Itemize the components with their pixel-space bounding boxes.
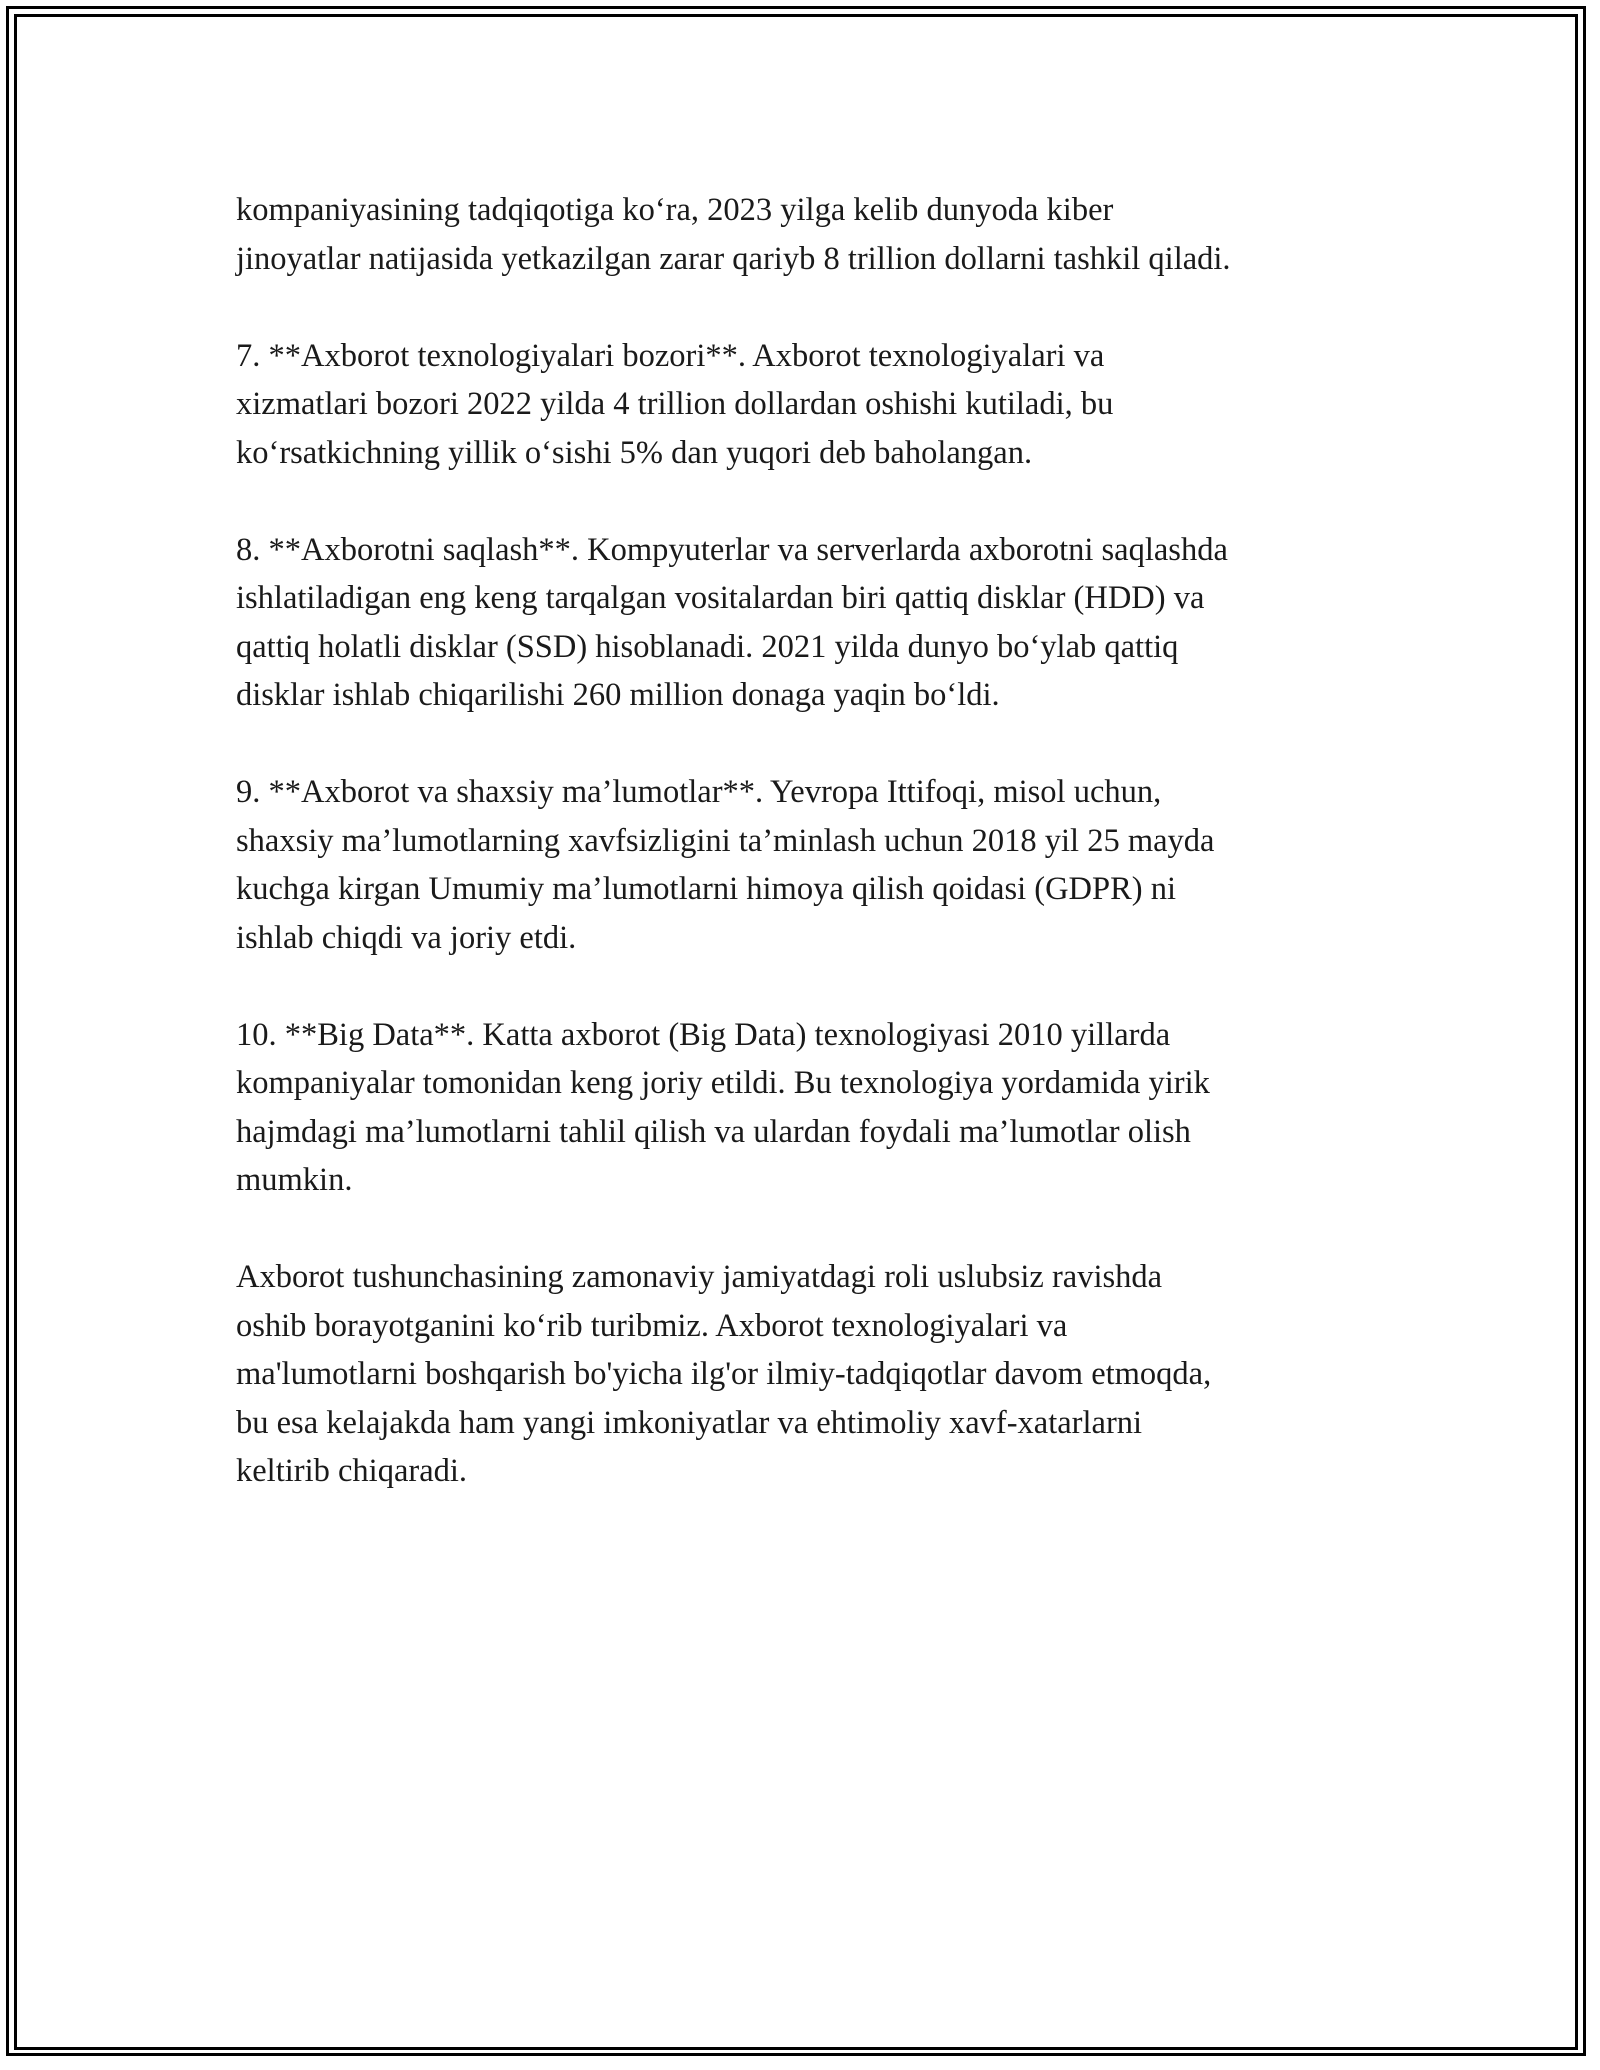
paragraph-personal-data: 9. **Axborot va shaxsiy ma’lumotlar**. Yevropa Ittifoqi, misol uchun, shaxsiy ma’lumotlarning xavfsizligini ta’minlash uchun 2018 yil 25 mayda kuchga kirgan Umumiy ma’lumotlarni himoya qilish qoidasi (GDPR) ni ishlab chiqdi va joriy etdi. <box>236 774 1215 956</box>
paragraph-cybercrime-continuation: kompaniyasining tadqiqotiga ko‘ra, 2023 yilga kelib dunyoda kiber jinoyatlar natijasida yetkazilgan zarar qariyb 8 trillion dollarni tashkil qiladi. <box>236 192 1231 277</box>
paragraph-data-storage: 8. **Axborotni saqlash**. Kompyuterlar va serverlarda axborotni saqlashda ishlatiladigan eng keng tarqalgan vositalardan biri qattiq disklar (HDD) va qattiq holatli disklar (SSD) hisoblanadi. 2021 yilda dunyo bo‘ylab qattiq disklar ishlab chiqarilishi 260 million donaga yaqin bo‘ldi. <box>236 531 1228 713</box>
paragraph-big-data: 10. **Big Data**. Katta axborot (Big Data) texnologiyasi 2010 yillarda kompaniyalar tomonidan keng joriy etildi. Bu texnologiya yordamida yirik hajmdagi ma’lumotlarni tahlil qilish va ulardan foydali ma’lumotlar olish mumkin. <box>236 1016 1210 1198</box>
document-body <box>236 186 1366 1544</box>
paragraph-conclusion: Axborot tushunchasining zamonaviy jamiyatdagi roli uslubsiz ravishda oshib borayotganini ko‘rib turibmiz. Axborot texnologiyalari va ma'lumotlarni boshqarish bo'yicha ilg'or ilmiy-tadqiqotlar davom etmoqda, bu esa kelajakda ham yangi imkoniyatlar va ehtimoliy xavf-xatarlarni keltirib chiqaradi. <box>236 1259 1212 1489</box>
paragraph-it-market: 7. **Axborot texnologiyalari bozori**. Axborot texnologiyalari va xizmatlari bozori 2022 yilda 4 trillion dollardan oshishi kutiladi, bu ko‘rsatkichning yillik o‘sishi 5% dan yuqori deb baholangan. <box>236 337 1114 471</box>
